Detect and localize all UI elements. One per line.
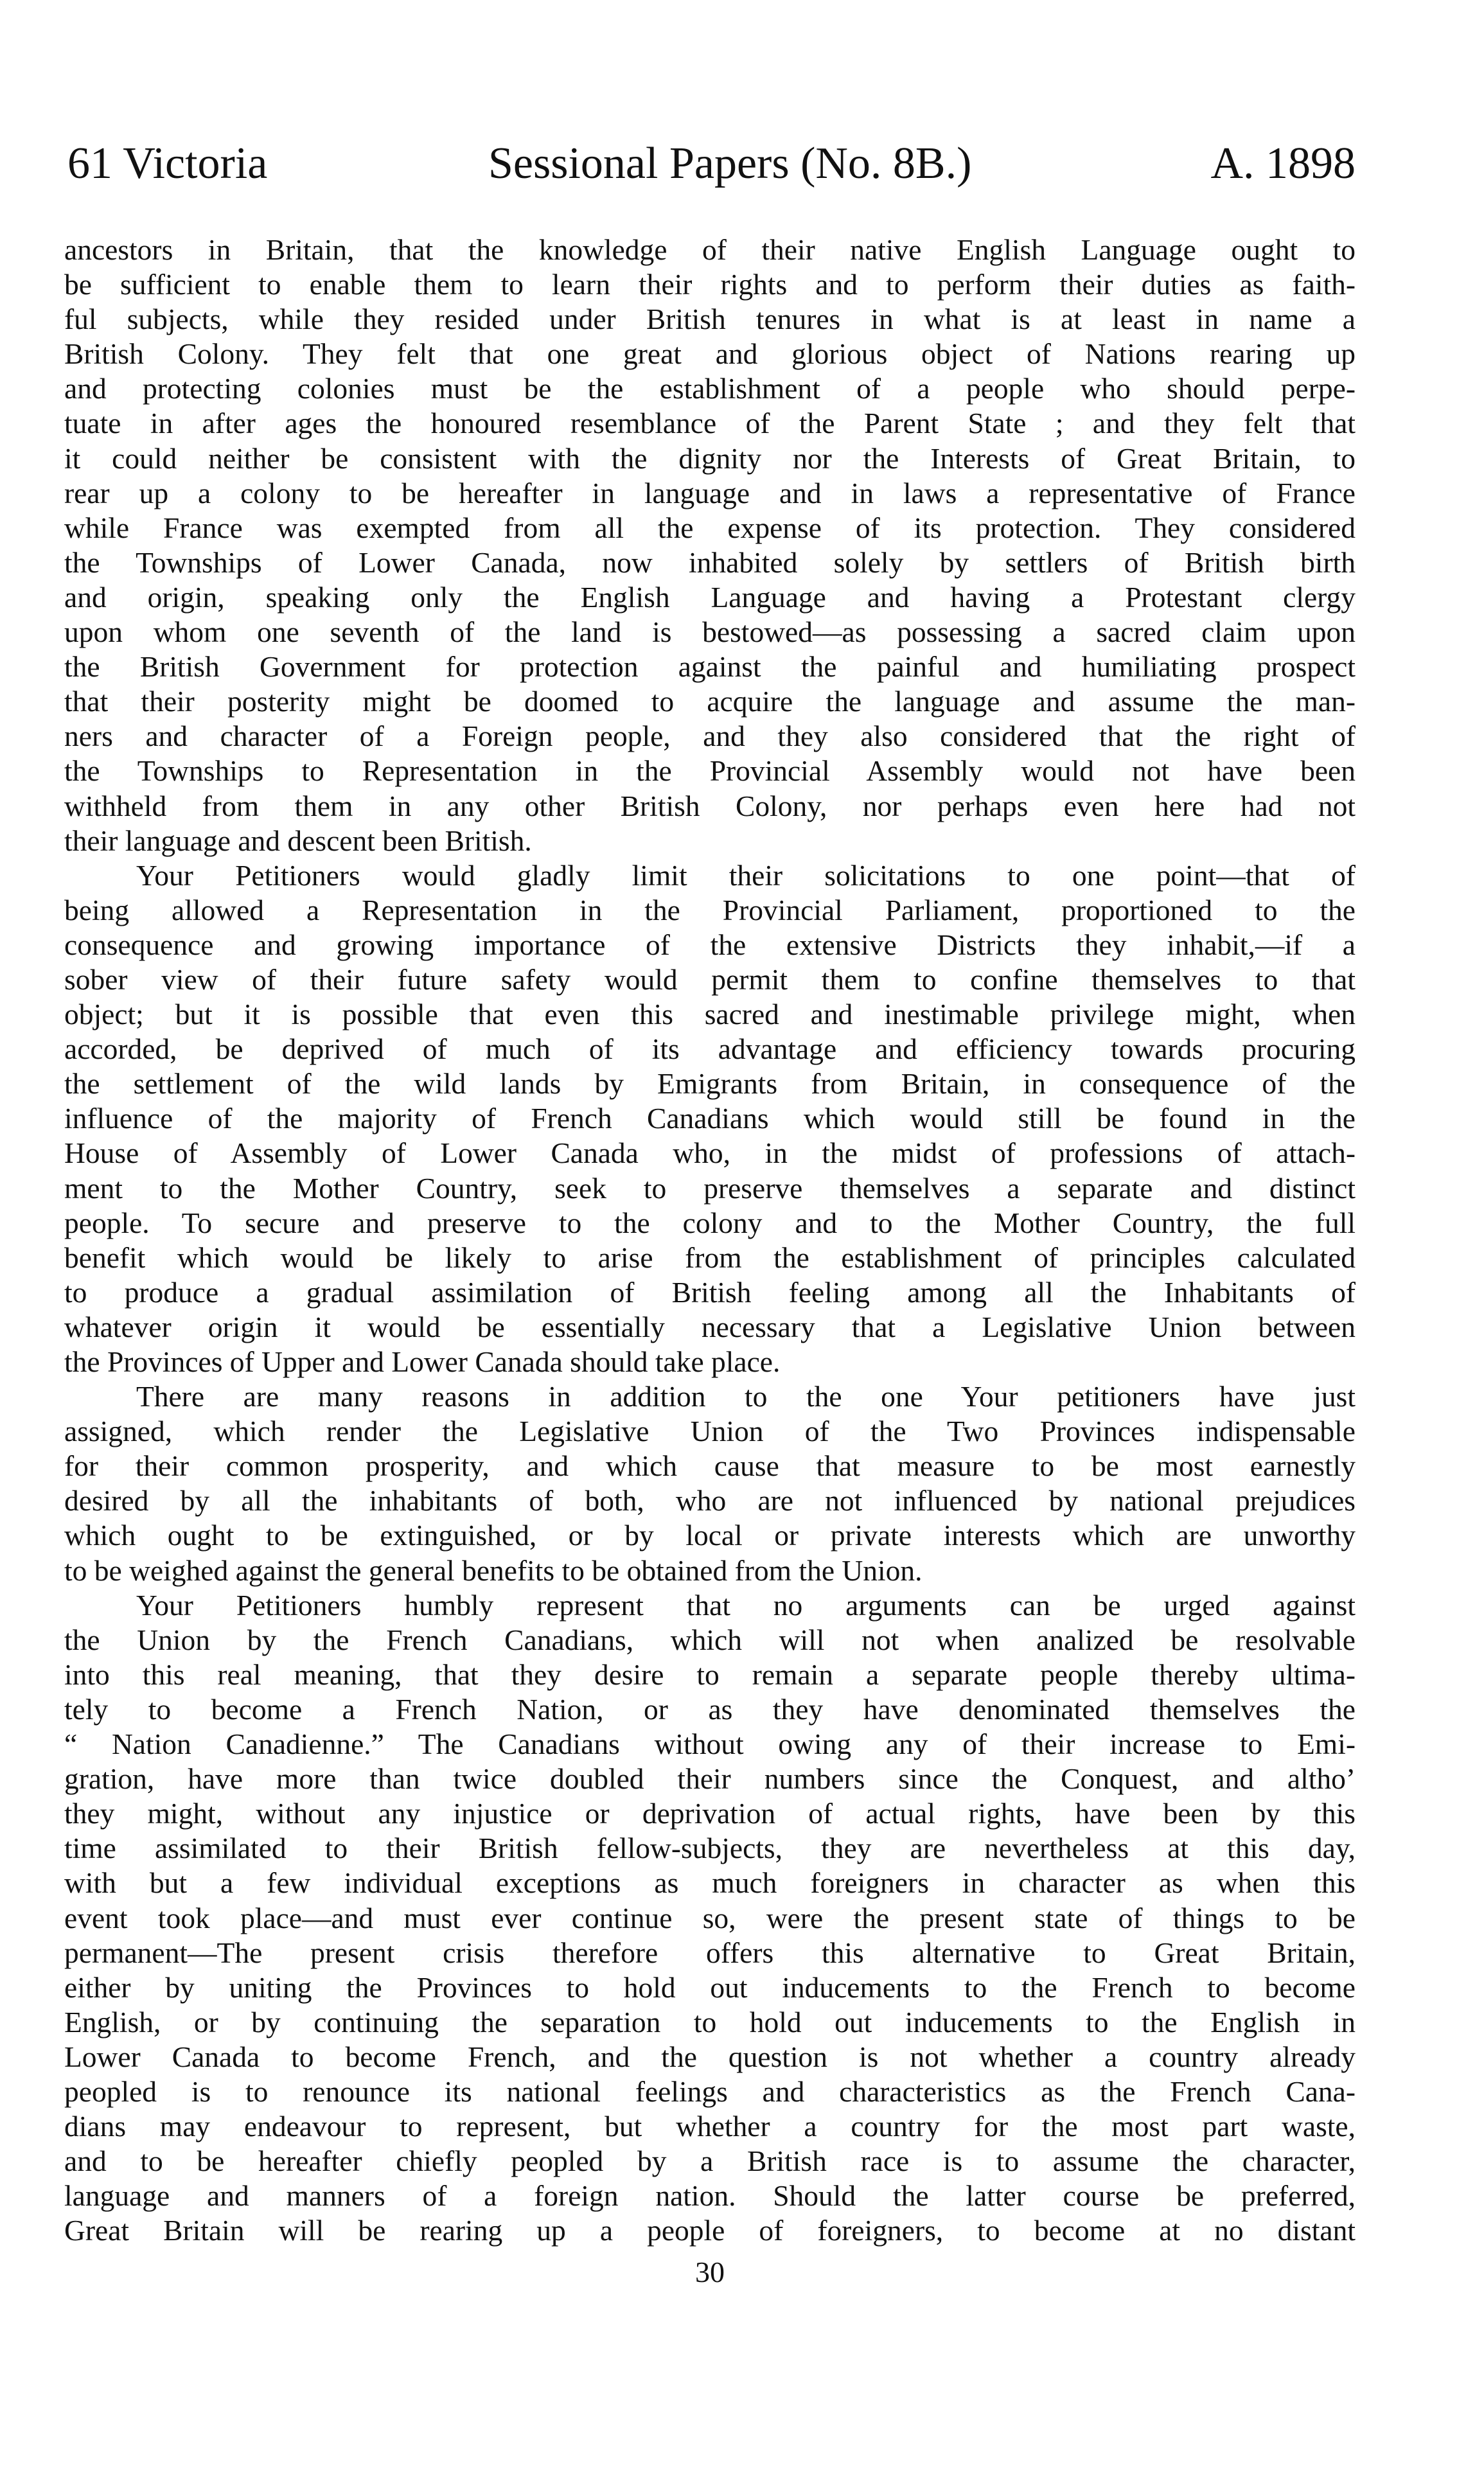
text-line: and to be hereafter chiefly peopled by a British race is to assume the character, [64, 2144, 1356, 2178]
text-line: gration, have more than twice doubled their numbers since the Conquest, and altho’ [64, 1762, 1356, 1796]
text-line: “ Nation Canadienne.” The Canadians without owing any of their increase to Emi- [64, 1728, 1356, 1761]
text-line: ners and character of a Foreign people, and they also considered that the right of [64, 720, 1356, 753]
text-line: which ought to be extinguished, or by local or private interests which are unworthy [64, 1519, 1356, 1552]
text-line: to produce a gradual assimilation of British feeling among all the Inhabitants of [64, 1275, 1356, 1309]
text-line: desired by all the inhabitants of both, who are not influenced by national prejudices [64, 1484, 1356, 1517]
text-line: that their posterity might be doomed to acquire the language and assume the man- [64, 685, 1356, 718]
text-line: to be weighed against the general benefits to be obtained from the Union. [64, 1553, 923, 1587]
running-header [64, 128, 1356, 199]
text-line: withheld from them in any other British Colony, nor perhaps even here had not [64, 789, 1356, 822]
header-session: 61 Victoria [67, 139, 268, 188]
text-line: time assimilated to their British fellow-subjects, they are nevertheless at this day, [64, 1832, 1356, 1865]
text-line: language and manners of a foreign nation. Should the latter course be preferred, [64, 2179, 1356, 2213]
text-line: the Townships to Representation in the Provincial Assembly would not have been [64, 754, 1356, 788]
text-line: English, or by continuing the separation to hold out inducements to the English in [64, 2005, 1356, 2038]
paragraph-start: Your Petitioners humbly represent that no arguments can be urged against [136, 1588, 1356, 1622]
text-line: whatever origin it would be essentially necessary that a Legislative Union between [64, 1310, 1356, 1343]
text-line: and protecting colonies must be the establishment of a people who should perpe- [64, 372, 1356, 405]
text-line: Lower Canada to become French, and the question is not whether a country already [64, 2040, 1356, 2073]
text-line: consequence and growing importance of the extensive Districts they inhabit,—if a [64, 928, 1356, 961]
paragraph-start: There are many reasons in addition to the one Your petitioners have just [136, 1380, 1356, 1413]
text-line: peopled is to renounce its national feelings and characteristics as the French Cana- [64, 2074, 1356, 2108]
text-line: ancestors in Britain, that the knowledge of their native English Language ought to [64, 233, 1356, 266]
text-line: permanent—The present crisis therefore offers this alternative to Great Britain, [64, 1936, 1356, 1969]
text-line: while France was exempted from all the expense of its protection. They considered [64, 511, 1356, 544]
text-line: with but a few individual exceptions as much foreigners in character as when this [64, 1866, 1356, 1900]
text-line: upon whom one seventh of the land is bestowed—as possessing a sacred claim upon [64, 615, 1356, 649]
body-text [64, 233, 1356, 2248]
text-line: and origin, speaking only the English Language and having a Protestant clergy [64, 580, 1356, 614]
text-line: be sufficient to enable them to learn their rights and to perform their duties as faith- [64, 268, 1356, 301]
text-line: for their common prosperity, and which cause that measure to be most earnestly [64, 1449, 1356, 1483]
text-line: British Colony. They felt that one great and glorious object of Nations rearing up [64, 337, 1356, 371]
header-year: A. 1898 [1210, 139, 1356, 188]
text-line: either by uniting the Provinces to hold out inducements to the French to become [64, 1970, 1356, 2004]
page-number: 30 [695, 2256, 725, 2288]
text-line: being allowed a Representation in the Provincial Parliament, proportioned to the [64, 893, 1356, 926]
text-line: object; but it is possible that even this sacred and inestimable privilege might, when [64, 998, 1356, 1031]
text-line: event took place—and must ever continue so, were the present state of things to be [64, 1901, 1356, 1934]
text-line: tely to become a French Nation, or as they have denominated themselves the [64, 1692, 1356, 1726]
text-line: it could neither be consistent with the dignity nor the Interests of Great Britain, to [64, 441, 1356, 475]
text-line: Great Britain will be rearing up a people of foreigners, to become at no distant [64, 2214, 1356, 2247]
text-line: benefit which would be likely to arise from the establishment of principles calculated [64, 1241, 1356, 1274]
text-line: the Provinces of Upper and Lower Canada should take place. [64, 1345, 781, 1378]
text-line: rear up a colony to be hereafter in language and in laws a representative of France [64, 476, 1356, 509]
text-line: the British Government for protection against the painful and humiliating prospect [64, 650, 1356, 684]
document-page [64, 128, 1356, 2288]
text-line: sober view of their future safety would permit them to confine themselves to that [64, 962, 1356, 996]
text-line: people. To secure and preserve to the colony and to the Mother Country, the full [64, 1206, 1356, 1239]
paragraph-start: Your Petitioners would gladly limit their solicitations to one point—that of [136, 858, 1356, 892]
text-line: the Townships of Lower Canada, now inhabited solely by settlers of British birth [64, 545, 1356, 579]
text-line: accorded, be deprived of much of its advantage and efficiency towards procuring [64, 1032, 1356, 1066]
header-title: Sessional Papers (No. 8B.) [488, 139, 972, 188]
text-line: assigned, which render the Legislative Union of the Two Provinces indispensable [64, 1415, 1356, 1448]
text-line: into this real meaning, that they desire to remain a separate people thereby ultima- [64, 1658, 1356, 1691]
text-line: dians may endeavour to represent, but whether a country for the most part waste, [64, 2110, 1356, 2143]
text-line: influence of the majority of French Canadians which would still be found in the [64, 1102, 1356, 1135]
text-line: tuate in after ages the honoured resemblance of the Parent State ; and they felt that [64, 407, 1356, 440]
text-line: House of Assembly of Lower Canada who, in the midst of professions of attach- [64, 1136, 1356, 1170]
text-line: the settlement of the wild lands by Emigrants from Britain, in consequence of the [64, 1067, 1356, 1101]
text-line: they might, without any injustice or deprivation of actual rights, have been by this [64, 1797, 1356, 1830]
text-line: their language and descent been British. [64, 824, 532, 857]
text-line: ful subjects, while they resided under British tenures in what is at least in name a [64, 303, 1356, 336]
text-line: ment to the Mother Country, seek to preserve themselves a separate and distinct [64, 1171, 1356, 1205]
text-line: the Union by the French Canadians, which will not when analized be resolvable [64, 1623, 1356, 1656]
